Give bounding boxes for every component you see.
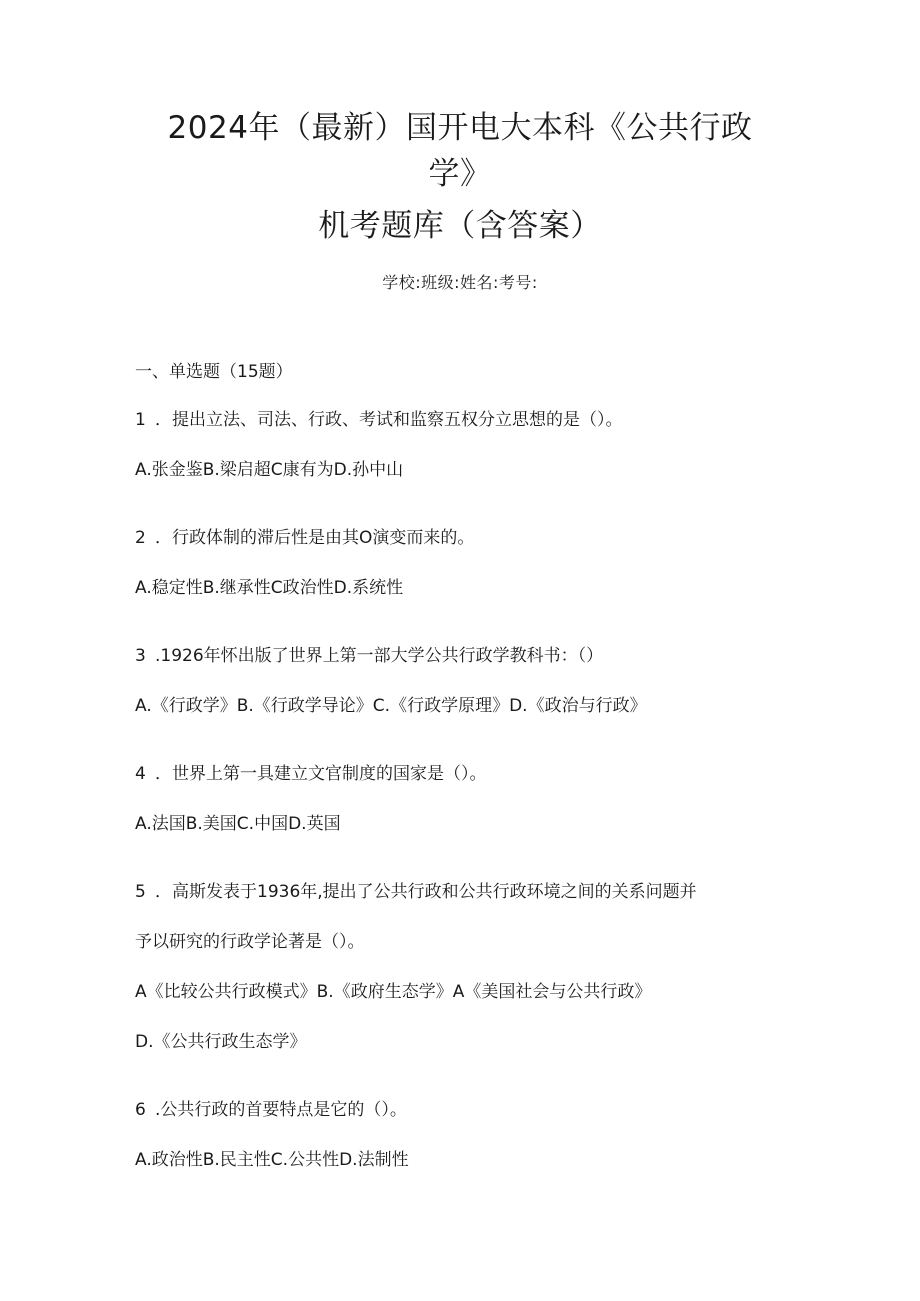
question-options-line: A.《行政学》B.《行政学导论》C.《行政学原理》D.《政治与行政》 [135, 696, 647, 716]
title-line-1: 2024年（最新）国开电大本科《公共行政 [167, 110, 753, 146]
title-line-3: 机考题库（含答案） [318, 208, 602, 244]
question-stem-line [135, 642, 795, 670]
question-options [135, 692, 795, 720]
question-stem-text: .公共行政的首要特点是它的（）。 [155, 1100, 407, 1120]
question-stem-text: ．世界上第一具建立文官制度的国家是（）。 [155, 764, 487, 784]
question-options [135, 456, 795, 484]
student-info-line: 学校:班级:姓名:考号: [382, 273, 538, 292]
question-stem-text: ．高斯发表于1936年,提出了公共行政和公共行政环境之间的关系问题并 [155, 882, 697, 902]
question-number: 1 [135, 410, 146, 430]
document-title [0, 104, 920, 250]
question-options-line: A.政治性B.民主性C.公共性D.法制性 [135, 1150, 409, 1170]
question-item [135, 1096, 795, 1174]
question-options-line: D.《公共行政生态学》 [135, 1032, 307, 1052]
question-stem-text: ．行政体制的滞后性是由其O演变而来的。 [155, 528, 475, 548]
question-item [135, 760, 795, 838]
question-options-line: A.稳定性B.继承性C政治性D.系统性 [135, 578, 404, 598]
question-item [135, 406, 795, 484]
title-line-2: 学》 [428, 156, 492, 192]
question-stem [135, 1096, 795, 1124]
question-stem [135, 878, 795, 956]
section-heading: 一、单选题（15题） [135, 362, 293, 382]
question-options [135, 978, 795, 1056]
question-options [135, 574, 795, 602]
question-stem-line [135, 406, 795, 434]
question-item [135, 524, 795, 602]
question-options-line: A.张金鉴B.梁启超C康有为D.孙中山 [135, 460, 404, 480]
question-stem-text: ．提出立法、司法、行政、考试和监察五权分立思想的是（）。 [155, 410, 623, 430]
question-number: 5 [135, 882, 146, 902]
question-number: 2 [135, 528, 146, 548]
question-number: 4 [135, 764, 146, 784]
question-number: 3 [135, 646, 146, 666]
question-stem [135, 760, 795, 788]
question-options [135, 810, 795, 838]
question-item [135, 878, 795, 1056]
question-stem [135, 406, 795, 434]
document-body [135, 358, 795, 1214]
question-stem-line: 予以研究的行政学论著是（）。 [135, 932, 365, 952]
question-options-line: A《比较公共行政模式》B.《政府生态学》A《美国社会与公共行政》 [135, 982, 652, 1002]
question-stem-line [135, 524, 795, 552]
question-stem-line [135, 878, 795, 906]
question-item [135, 642, 795, 720]
question-stem [135, 524, 795, 552]
question-stem-text: .1926年怀出版了世界上第一部大学公共行政学教科书：（） [155, 646, 604, 666]
question-options [135, 1146, 795, 1174]
question-options-line: A.法国B.美国C.中国D.英国 [135, 814, 341, 834]
question-stem-line [135, 1096, 795, 1124]
question-stem [135, 642, 795, 670]
question-number: 6 [135, 1100, 146, 1120]
question-stem-line [135, 760, 795, 788]
